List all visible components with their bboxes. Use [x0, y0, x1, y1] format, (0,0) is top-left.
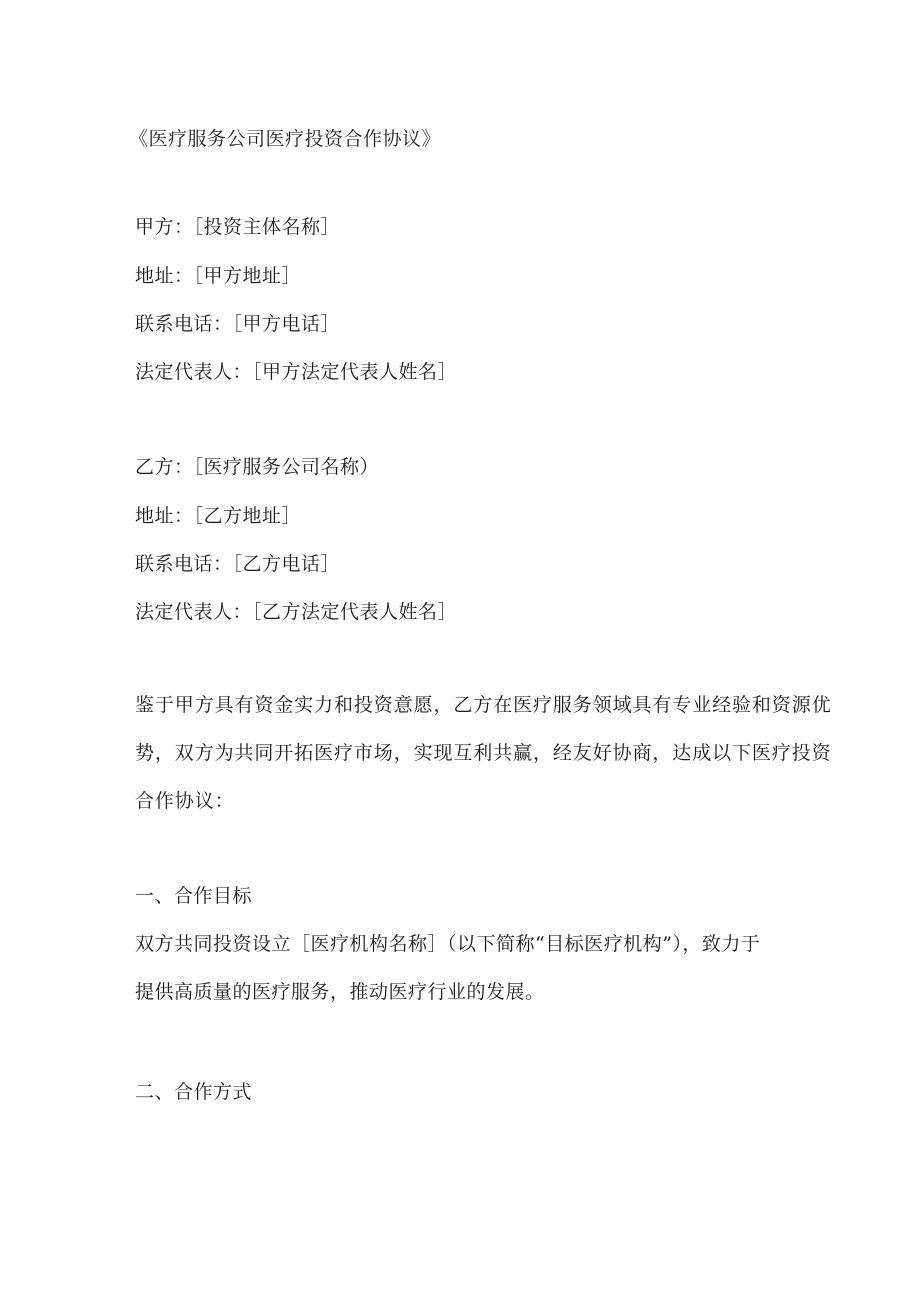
section-1-heading: 一、合作目标	[135, 885, 253, 907]
document-title: 《医疗服务公司医疗投资合作协议》	[129, 128, 442, 150]
section-1-body-line-2: 提供高质量的医疗服务，推动医疗行业的发展。	[135, 981, 545, 1003]
party-a-address: 地址：［甲方地址］	[135, 265, 302, 287]
preamble-line-1: 鉴于甲方具有资金实力和投资意愿，乙方在医疗服务领域具有专业经验和资源优	[135, 694, 832, 716]
party-a-phone: 联系电话：［甲方电话］	[135, 313, 341, 335]
party-a-name: 甲方：［投资主体名称］	[135, 216, 341, 238]
preamble-line-3: 合作协议：	[135, 790, 235, 812]
section-1-body-line-1: 双方共同投资设立［医疗机构名称］（以下简称“目标医疗机构”），致力于	[135, 933, 761, 955]
party-b-name: 乙方：［医疗服务公司名称）	[135, 456, 380, 478]
section-2-heading: 二、合作方式	[135, 1081, 253, 1103]
party-b-representative: 法定代表人：［乙方法定代表人姓名］	[135, 601, 458, 623]
party-b-address: 地址：［乙方地址］	[135, 505, 302, 527]
preamble-line-2: 势，双方为共同开拓医疗市场，实现互利共赢，经友好协商，达成以下医疗投资	[135, 742, 832, 764]
party-a-representative: 法定代表人：［甲方法定代表人姓名］	[135, 361, 458, 383]
party-b-phone: 联系电话：［乙方电话］	[135, 553, 341, 575]
